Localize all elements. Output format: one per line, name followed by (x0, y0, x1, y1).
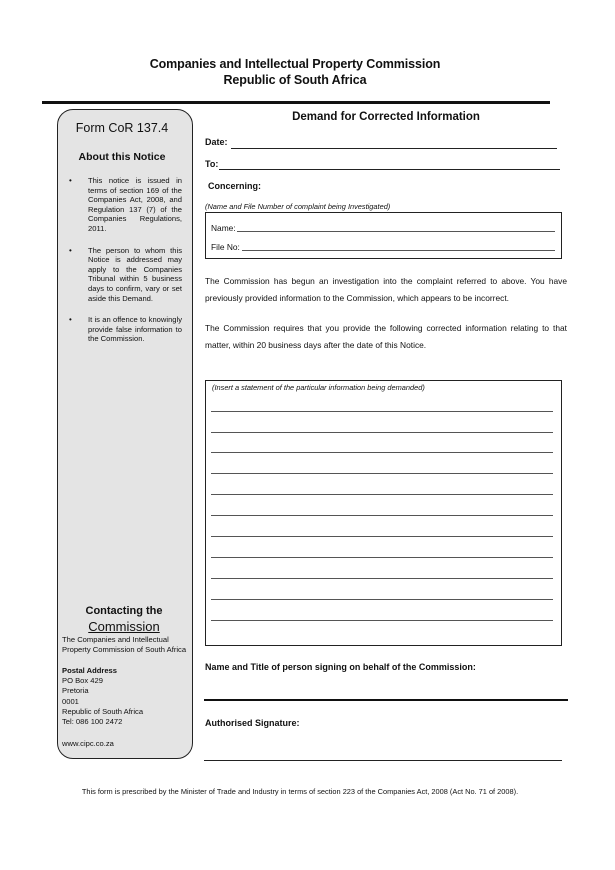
contact-heading: Contacting the (85, 605, 163, 617)
form-title: Demand for Corrected Information (292, 111, 480, 123)
statement-line (211, 452, 553, 453)
notice-sidebar (57, 109, 193, 759)
statement-line (211, 536, 553, 537)
concerning-hint: (Name and File Number of complaint being Investigated) (205, 202, 391, 211)
header-subtitle: Republic of South Africa (223, 73, 367, 87)
contact-org-line: Property Commission of South Africa (62, 645, 187, 654)
statement-line (211, 473, 553, 474)
statement-line (211, 599, 553, 600)
date-field[interactable] (231, 148, 557, 149)
statement-line (211, 578, 553, 579)
about-bullet: • The person to whom this Notice is addressed may apply to the Companies Tribunal within 5 business days to confirm, vary or set aside this Demand. (64, 246, 182, 304)
about-bullet: • It is an offence to knowingly provide false information to the Commission. (64, 315, 182, 344)
about-bullet: • This notice is issued in terms of section 169 of the Companies Act, 2008, and Regulation 137 (7) of the Companies Regulations, 2011. (64, 176, 182, 234)
contact-org-line: The Companies and Intellectual (62, 635, 169, 644)
postal-line: Pretoria (62, 686, 89, 695)
statement-box[interactable] (205, 380, 562, 646)
to-label: To: (205, 159, 219, 169)
paragraph-requirement: The Commission requires that you provide the following corrected information relating to that matter, within 20 business days after the date of this Notice. (205, 323, 567, 350)
paragraph-investigation: The Commission has begun an investigation into the complaint referred to above. You have previously provided information to the Commission, which appears to be incorrect. (205, 276, 567, 303)
file-no-label: File No: (211, 242, 240, 252)
name-field[interactable] (237, 231, 555, 232)
to-field[interactable] (219, 169, 560, 170)
signature-field[interactable] (204, 760, 562, 761)
postal-line: PO Box 429 (62, 676, 103, 685)
form-number: Form CoR 137.4 (75, 121, 169, 135)
contact-heading-commission: Commission (88, 619, 160, 634)
postal-line: Republic of South Africa (62, 707, 144, 716)
date-label: Date: (205, 137, 228, 147)
about-bullets (64, 176, 182, 356)
statement-line (211, 411, 553, 412)
complaint-box (205, 212, 562, 259)
signer-field[interactable] (204, 699, 568, 701)
header-divider (42, 101, 550, 104)
name-label: Name: (211, 223, 236, 233)
contact-phone: Tel: 086 100 2472 (62, 717, 123, 726)
signature-label: Authorised Signature: (205, 718, 300, 728)
header-title: Companies and Intellectual Property Commission (149, 57, 441, 71)
contact-website: www.cipc.co.za (62, 739, 114, 748)
statement-line (211, 557, 553, 558)
concerning-label: Concerning: (208, 181, 261, 191)
statement-line (211, 620, 553, 621)
statement-hint: (Insert a statement of the particular information being demanded) (212, 383, 425, 392)
footer-note: This form is prescribed by the Minister of Trade and Industry in terms of section 223 of the Companies Act, 2008 (Act No. 71 of 2008). (81, 787, 519, 796)
file-no-field[interactable] (242, 250, 555, 251)
statement-line (211, 494, 553, 495)
signer-label: Name and Title of person signing on behalf of the Commission: (205, 662, 476, 672)
statement-line (211, 515, 553, 516)
statement-line (211, 432, 553, 433)
about-heading: About this Notice (78, 151, 166, 163)
postal-line: 0001 (62, 697, 79, 706)
postal-address-label: Postal Address (62, 666, 118, 675)
